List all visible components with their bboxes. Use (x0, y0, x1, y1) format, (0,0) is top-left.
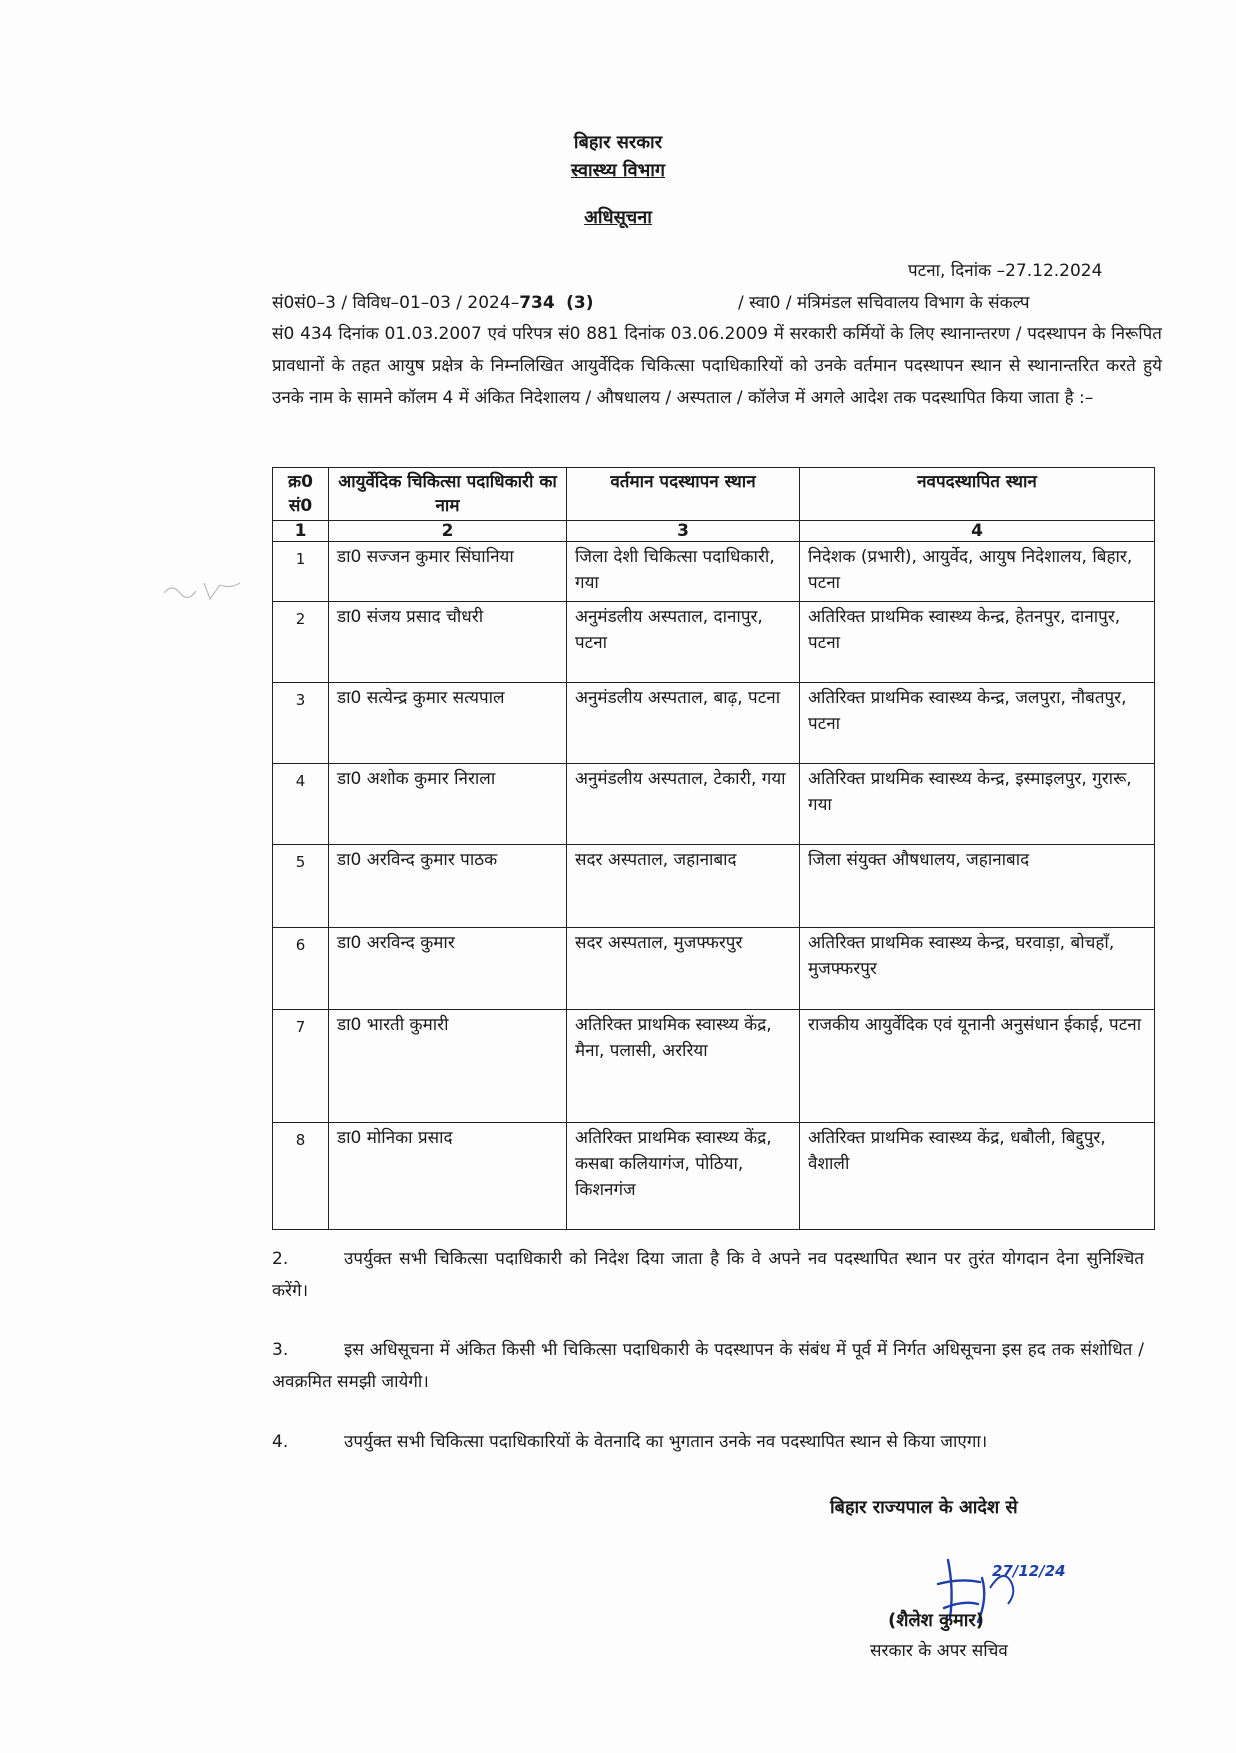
new-posting: अतिरिक्त प्राथमिक स्वास्थ्य केंद्र, धबौली, बिद्दुपुर, वैशाली (800, 1123, 1155, 1230)
table-row (273, 683, 1155, 764)
col-number: 3 (567, 521, 800, 542)
table-row (273, 602, 1155, 683)
para-3-text: इस अधिसूचना में अंकित किसी भी चिकित्सा पदाधिकारी के पदस्थापन के संबंध में पूर्व में निर्गत अधिसूचना इस हद तक संशोधित / अवक्रमित समझी जायेगी। (272, 1340, 1144, 1392)
margin-scribble (160, 575, 280, 605)
row-sn: 3 (273, 683, 329, 764)
para-2-number: 2. (272, 1249, 289, 1269)
signatory-designation: सरकार के अपर सचिव (870, 1641, 1008, 1661)
para-3-number: 3. (272, 1340, 289, 1360)
new-posting: निदेशक (प्रभारी), आयुर्वेद, आयुष निदेशालय, बिहार, पटना (800, 542, 1155, 602)
header-new-posting: नवपदस्थापित स्थान (800, 468, 1155, 521)
table-row (273, 542, 1155, 602)
header-name: आयुर्वेदिक चिकित्सा पदाधिकारी का नाम (329, 468, 567, 521)
government-name: बिहार सरकार (573, 132, 663, 153)
col-number: 4 (800, 521, 1155, 542)
col-number: 1 (273, 521, 329, 542)
table-row (273, 1010, 1155, 1123)
current-posting: सदर अस्पताल, जहानाबाद (567, 845, 800, 928)
officer-name: डा0 सत्येन्द्र कुमार सत्यपाल (329, 683, 567, 764)
document-type (0, 205, 1236, 229)
current-posting: अनुमंडलीय अस्पताल, टेकारी, गया (567, 764, 800, 845)
officer-name: डा0 अरविन्द कुमार पाठक (329, 845, 567, 928)
officer-name: डा0 संजय प्रसाद चौधरी (329, 602, 567, 683)
intro-tail: मंत्रिमंडल सचिवालय विभाग के संकल्प (796, 293, 1030, 313)
row-sn: 8 (273, 1123, 329, 1230)
new-posting: अतिरिक्त प्राथमिक स्वास्थ्य केन्द्र, जलपुरा, नौबतपुर, पटना (800, 683, 1155, 764)
header-sn: क्र0 सं0 (273, 468, 329, 521)
column-number-row (273, 521, 1155, 542)
col-number: 2 (329, 521, 567, 542)
table-row (273, 1123, 1155, 1230)
intro-paragraph: सं0 434 दिनांक 01.03.2007 एवं परिपत्र सं0 881 दिनांक 03.06.2009 में सरकारी कर्मियों के लिए स्थानान्तरण / पदस्थापन के निरूपित प्रावधानों के तहत आयुष प्रक्षेत्र के निम्नलिखित आयुर्वेदिक चिकित्सा पदाधिकारियों को उनके वर्तमान पदस्थापन स्थान से स्थानान्तरित करते हुये उनके नाम के सामने कॉलम 4 में अंकित निदेशालय / औषधालय / अस्पताल / कॉलेज में अगले आदेश तक पदस्थापित किया जाता है :– (272, 324, 1162, 408)
officer-name: डा0 अशोक कुमार निराला (329, 764, 567, 845)
new-posting: राजकीय आयुर्वेदिक एवं यूनानी अनुसंधान ईकाई, पटना (800, 1010, 1155, 1123)
row-sn: 5 (273, 845, 329, 928)
para-4-text: उपर्युक्त सभी चिकित्सा पदाधिकारियों के वेतनादि का भुगतान उनके नव पदस्थापित स्थान से किया जाएगा। (344, 1432, 988, 1452)
para-4-number: 4. (272, 1432, 289, 1452)
current-posting: अनुमंडलीय अस्पताल, दानापुर, पटना (567, 602, 800, 683)
reference-tail (738, 290, 1030, 313)
signature-date: 27/12/24 (992, 1562, 1066, 1580)
para-2-text: उपर्युक्त सभी चिकित्सा पदाधिकारी को निदेश दिया जाता है कि वे अपने नव पदस्थापित स्थान पर तुरंत योगदान देना सुनिश्चित करेंगे। (272, 1249, 1144, 1301)
row-sn: 6 (273, 928, 329, 1010)
department-name-text: स्वास्थ्य विभाग (570, 160, 666, 181)
current-posting: अतिरिक्त प्राथमिक स्वास्थ्य केंद्र, कसबा कलियागंज, पोठिया, किशनगंज (567, 1123, 800, 1230)
ref-number-text: सं0सं0–3 / विविध–01–03 / 2024– (272, 293, 520, 313)
table-header-row (273, 468, 1155, 521)
reference-number (272, 290, 593, 313)
row-sn: 2 (273, 602, 329, 683)
officer-name: डा0 मोनिका प्रसाद (329, 1123, 567, 1230)
current-posting: अतिरिक्त प्राथमिक स्वास्थ्य केंद्र, मैना, पलासी, अररिया (567, 1010, 800, 1123)
table-row (273, 845, 1155, 928)
current-posting: अनुमंडलीय अस्पताल, बाढ़, पटना (567, 683, 800, 764)
ref-number-suffix: (3) (566, 293, 594, 313)
ref-tail: / स्वा0 / (738, 293, 792, 313)
current-posting: सदर अस्पताल, मुजफ्फरपुर (567, 928, 800, 1010)
signatory-name: (शैलेश कुमार) (888, 1610, 985, 1631)
officer-name: डा0 सज्जन कुमार सिंघानिया (329, 542, 567, 602)
ref-number-bold: 734 (519, 293, 555, 313)
officer-name: डा0 अरविन्द कुमार (329, 928, 567, 1010)
row-sn: 7 (273, 1010, 329, 1123)
new-posting: अतिरिक्त प्राथमिक स्वास्थ्य केन्द्र, घरवाड़ा, बोचहाँ, मुजफ्फरपुर (800, 928, 1155, 1010)
table-row (273, 764, 1155, 845)
table-row (273, 928, 1155, 1010)
document-type-text: अधिसूचना (584, 207, 652, 228)
new-posting: अतिरिक्त प्राथमिक स्वास्थ्य केन्द्र, इस्माइलपुर, गुरारू, गया (800, 764, 1155, 845)
officer-name: डा0 भारती कुमारी (329, 1010, 567, 1123)
transfer-table (272, 467, 1155, 1230)
row-sn: 4 (273, 764, 329, 845)
order-line: बिहार राज्यपाल के आदेश से (830, 1497, 1018, 1518)
new-posting: अतिरिक्त प्राथमिक स्वास्थ्य केन्द्र, हेतनपुर, दानापुर, पटना (800, 602, 1155, 683)
place-date: पटना, दिनांक –27.12.2024 (908, 261, 1103, 281)
current-posting: जिला देशी चिकित्सा पदाधिकारी, गया (567, 542, 800, 602)
department-name (0, 158, 1236, 182)
header-current-posting: वर्तमान पदस्थापन स्थान (567, 468, 800, 521)
row-sn: 1 (273, 542, 329, 602)
new-posting: जिला संयुक्त औषधालय, जहानाबाद (800, 845, 1155, 928)
